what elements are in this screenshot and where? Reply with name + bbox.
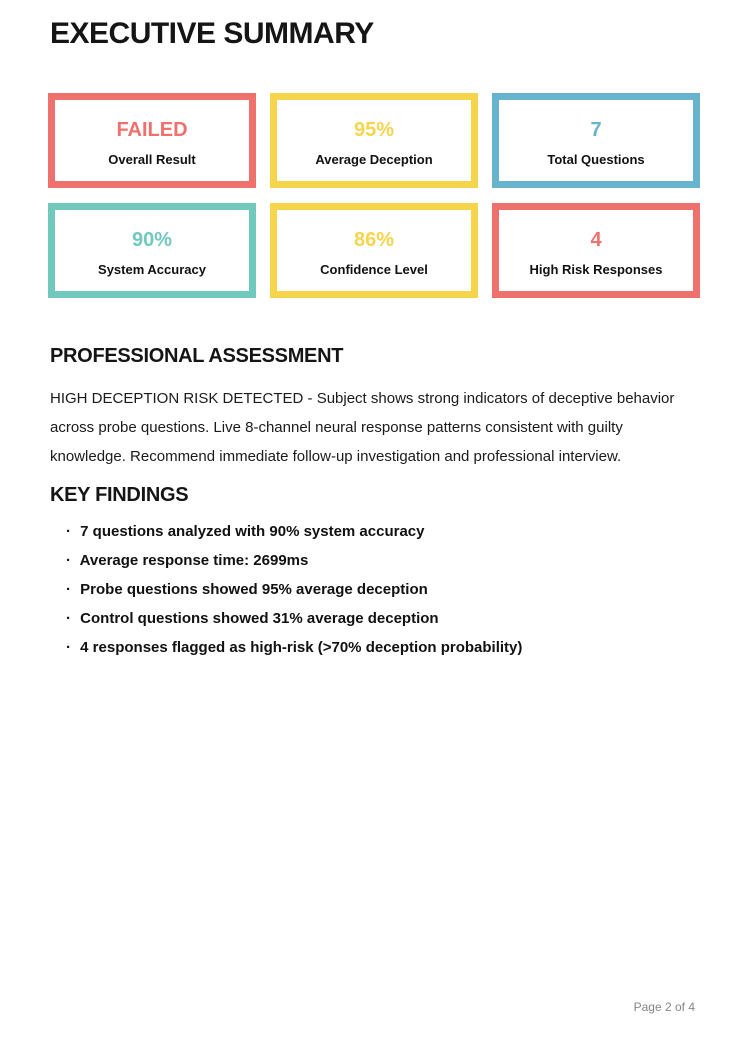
bullet-dot-icon: · (66, 523, 71, 540)
stat-card (48, 93, 256, 188)
assessment-heading: PROFESSIONAL ASSESSMENT (50, 345, 344, 367)
key-finding-item (66, 582, 696, 598)
stat-label: System Accuracy (98, 261, 206, 277)
stat-card (270, 93, 478, 188)
stat-value: 4 (590, 228, 602, 251)
stat-value: 95% (353, 118, 395, 141)
assessment-body: HIGH DECEPTION RISK DETECTED - Subject shows strong indicators of deceptive behavior across probe questions. Live 8-channel neural response patterns consistent with guilty knowledge. Recommend immediate follow-up investigation and professional interview. (50, 390, 675, 465)
key-finding-item (66, 640, 696, 656)
bullet-dot-icon: · (66, 552, 71, 569)
page-number: Page 2 of 4 (633, 1000, 695, 1014)
key-findings-heading: KEY FINDINGS (50, 484, 189, 506)
stat-label: Overall Result (108, 151, 196, 167)
bullet-dot-icon: · (66, 581, 71, 598)
stat-label: Total Questions (547, 151, 645, 167)
stat-card (492, 203, 700, 298)
stat-label: Confidence Level (320, 261, 428, 277)
bullet-dot-icon: · (66, 639, 71, 656)
stat-value: 90% (131, 228, 173, 251)
key-finding-text: Average response time: 2699ms (79, 552, 309, 569)
key-finding-text: 4 responses flagged as high-risk (>70% deception probability) (80, 639, 523, 656)
stat-value: 7 (590, 118, 602, 141)
stat-label: Average Deception (315, 151, 433, 167)
key-finding-item (66, 611, 696, 627)
stat-card (270, 203, 478, 298)
stat-value: 86% (353, 228, 395, 251)
stat-card (48, 203, 256, 298)
key-findings-list (66, 524, 696, 669)
stat-value: FAILED (116, 118, 188, 141)
bullet-dot-icon: · (66, 610, 71, 627)
key-finding-text: Probe questions showed 95% average deception (80, 581, 428, 598)
stat-label: High Risk Responses (529, 261, 663, 277)
key-finding-item (66, 553, 696, 569)
key-finding-item (66, 524, 696, 540)
key-finding-text: 7 questions analyzed with 90% system accuracy (80, 523, 425, 540)
stat-cards-grid (48, 93, 700, 298)
page-title: EXECUTIVE SUMMARY (50, 17, 374, 50)
key-finding-text: Control questions showed 31% average deception (80, 610, 439, 627)
stat-card (492, 93, 700, 188)
